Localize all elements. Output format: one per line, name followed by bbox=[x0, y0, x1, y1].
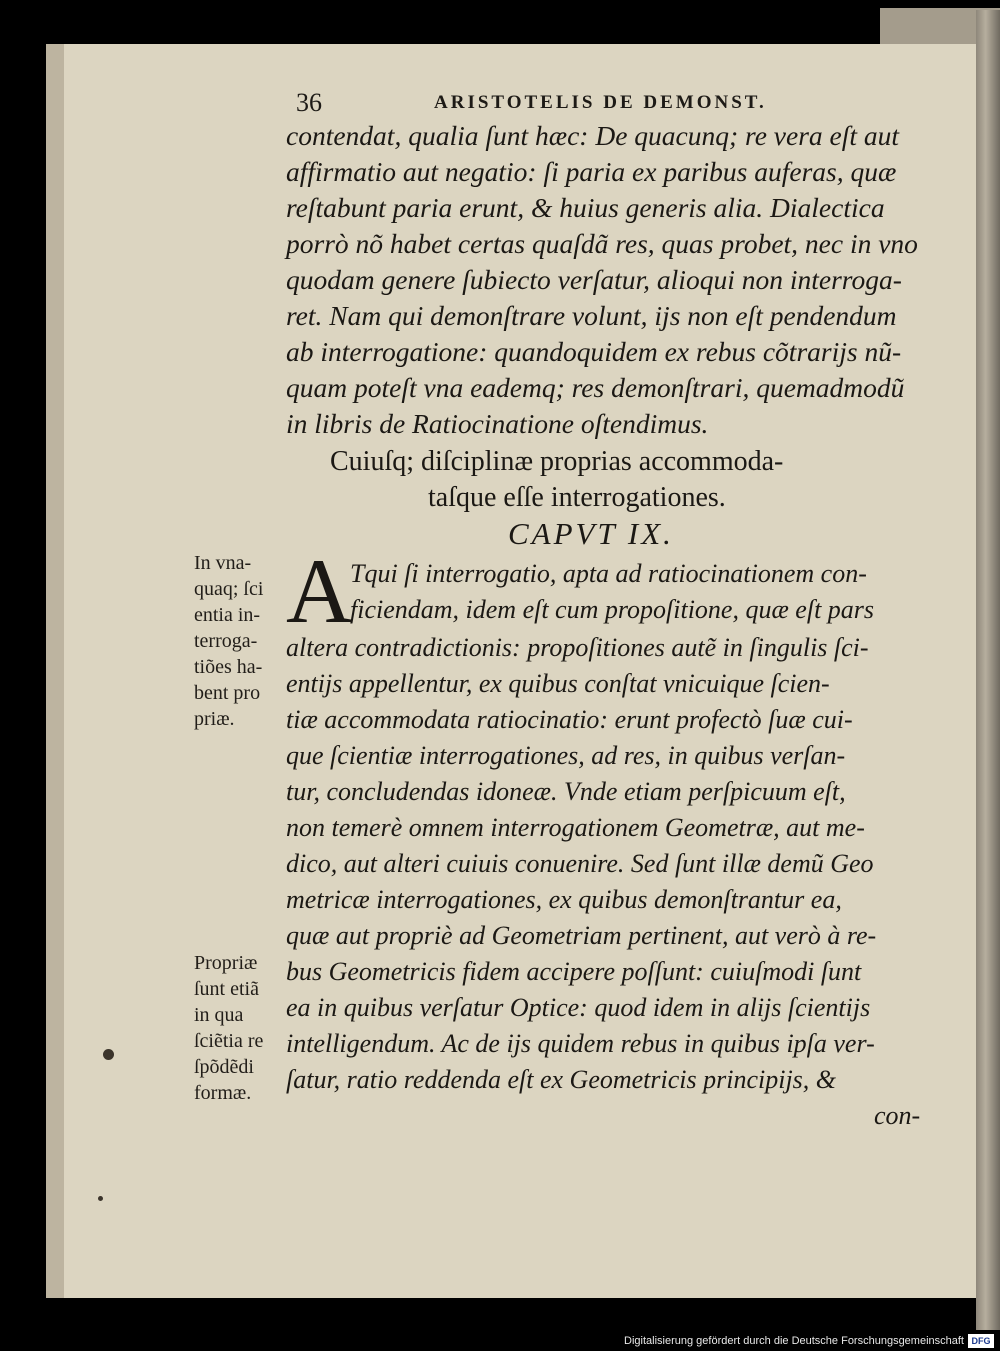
body-line: ret. Nam qui demonſtrare volunt, ijs non eſt pendendum bbox=[286, 300, 897, 331]
catchword: con- bbox=[874, 1101, 921, 1130]
page-header bbox=[296, 88, 916, 122]
page-number: 36 bbox=[296, 88, 322, 117]
ink-stain bbox=[98, 1196, 103, 1201]
margin-note-line: In vna- bbox=[194, 552, 252, 574]
body-line: in libris de Ratiocinatione oſtendimus. bbox=[286, 408, 709, 439]
book-edge-right bbox=[976, 10, 1000, 1330]
chapter-line: ea in quibus verſatur Optice: quod idem in alijs ſcientijs bbox=[286, 993, 871, 1022]
margin-note-line: Propriæ bbox=[194, 952, 258, 974]
chapter-line: non temerè omnem interrogationem Geometræ, aut me- bbox=[286, 813, 865, 842]
digitization-credit-bar bbox=[0, 1332, 1000, 1351]
body-line: porrò nõ habet certas quaſdã res, quas probet, nec in vno bbox=[286, 228, 918, 259]
section-heading-line-2: taſque eſſe interrogationes. bbox=[428, 482, 726, 513]
chapter-line: intelligendum. Ac de ijs quidem rebus in quibus ipſa ver- bbox=[286, 1029, 875, 1058]
margin-note-line: terroga- bbox=[194, 630, 258, 652]
chapter-title: CAPVT IX. bbox=[508, 516, 674, 551]
body-line: affirmatio aut negatio: ſi paria ex paribus auferas, quæ bbox=[286, 156, 897, 187]
drop-cap: A bbox=[286, 540, 353, 642]
body-line: quam poteſt vna eademq; res demonſtrari, quemadmodũ bbox=[286, 372, 905, 403]
margin-note-line: in qua bbox=[194, 1004, 244, 1026]
chapter-line: ſatur, ratio reddenda eſt ex Geometricis principijs, & bbox=[286, 1065, 837, 1094]
margin-note-line: ſciẽtia re bbox=[194, 1030, 264, 1052]
margin-note-line: entia in- bbox=[194, 604, 261, 626]
margin-note-line: tiões ha- bbox=[194, 656, 263, 678]
chapter-line: metricæ interrogationes, ex quibus demonſtrantur ea, bbox=[286, 885, 842, 914]
chapter-line: Tqui ſi interrogatio, apta ad ratiocinationem con- bbox=[350, 559, 867, 588]
body-line: contendat, qualia ſunt hæc: De quacunq; re vera eſt aut bbox=[286, 120, 900, 151]
margin-note-line: priæ. bbox=[194, 708, 235, 730]
body-line: quodam genere ſubiecto verſatur, alioqui non interroga- bbox=[286, 264, 902, 295]
chapter-line: entijs appellentur, ex quibus conſtat vnicuique ſcien- bbox=[286, 669, 830, 698]
ink-stain bbox=[103, 1049, 114, 1060]
chapter-line: tur, concludendas idoneæ. Vnde etiam perſpicuum eſt, bbox=[286, 777, 846, 806]
margin-note-line: quaq; ſci bbox=[194, 578, 264, 600]
dfg-logo-icon: DFG bbox=[968, 1334, 994, 1348]
running-head: ARISTOTELIS DE DEMONST. bbox=[434, 92, 767, 113]
chapter-line: que ſcientiæ interrogationes, ad res, in quibus verſan- bbox=[286, 741, 846, 770]
body-line: reſtabunt paria erunt, & huius generis alia. Dialectica bbox=[286, 192, 885, 223]
margin-note-1 bbox=[194, 550, 263, 732]
chapter-line: altera contradictionis: propoſitiones autẽ in ſingulis ſci- bbox=[286, 633, 869, 662]
chapter-line: dico, aut alteri cuiuis conuenire. Sed ſunt illæ demũ Geo bbox=[286, 849, 874, 878]
chapter-paragraph bbox=[286, 556, 926, 1136]
margin-note-2 bbox=[194, 950, 263, 1106]
margin-note-line: bent pro bbox=[194, 682, 261, 704]
body-line: ab interrogatione: quandoquidem ex rebus cõtrarijs nũ- bbox=[286, 336, 902, 367]
chapter-line: ficiendam, idem eſt cum propoſitione, quæ eſt pars bbox=[350, 595, 875, 624]
opening-paragraph bbox=[286, 118, 926, 448]
chapter-line: quæ aut propriè ad Geometriam pertinent, aut verò à re- bbox=[286, 921, 877, 950]
digitization-credit-text: Digitalisierung gefördert durch die Deutsche Forschungsgemeinschaft bbox=[624, 1335, 964, 1347]
chapter-line: bus Geometricis fidem accipere poſſunt: cuiuſmodi ſunt bbox=[286, 957, 862, 986]
margin-note-line: ſunt etiã bbox=[194, 978, 259, 1000]
section-heading-line-1: Cuiuſq; diſciplinæ proprias accommoda- bbox=[330, 446, 784, 477]
chapter-line: tiæ accommodata ratiocinatio: erunt profectò ſuæ cui- bbox=[286, 705, 853, 734]
margin-note-line: ſpõdẽdi bbox=[194, 1056, 254, 1078]
margin-note-line: formæ. bbox=[194, 1082, 252, 1104]
